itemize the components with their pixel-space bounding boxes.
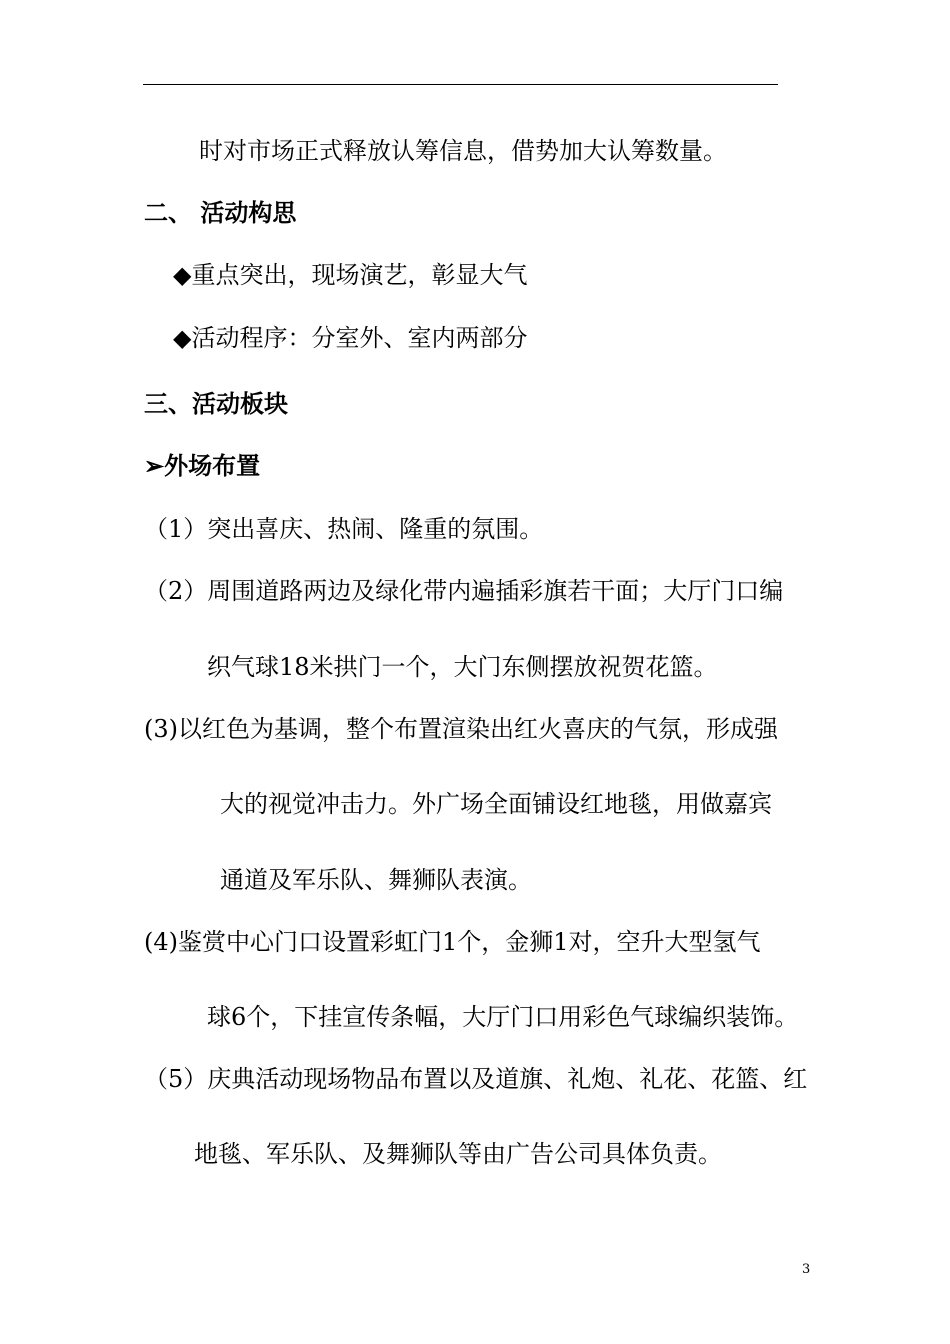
list-item-5-continuation: 地毯、军乐队、及舞狮队等由广告公司具体负责。 xyxy=(194,1140,722,1168)
subheading-outdoor-layout: ➢外场布置 xyxy=(144,451,261,480)
list-item-4: (4)鉴赏中心门口设置彩虹门1个，金狮1对，空升大型氢气 xyxy=(144,928,761,956)
list-item-3-continuation-1: 大的视觉冲击力。外广场全面铺设红地毯，用做嘉宾 xyxy=(220,790,772,818)
section-heading-blocks: 三、活动板块 xyxy=(144,389,288,418)
section-heading-concept: 二、 活动构思 xyxy=(144,198,297,227)
list-item-4-continuation: 球6个，下挂宣传条幅，大厅门口用彩色气球编织装饰。 xyxy=(207,1003,799,1031)
list-item-2-continuation: 织气球18米拱门一个，大门东侧摆放祝贺花篮。 xyxy=(207,653,718,681)
list-item-3: (3)以红色为基调，整个布置渲染出红火喜庆的气氛，形成强 xyxy=(144,715,778,743)
list-item-2: （2）周围道路两边及绿化带内遍插彩旗若干面；大厅门口编 xyxy=(144,577,784,605)
paragraph-continuation: 时对市场正式释放认筹信息，借势加大认筹数量。 xyxy=(199,137,727,165)
page-number: 3 xyxy=(802,1262,811,1277)
list-item-5: （5）庆典活动现场物品布置以及道旗、礼炮、礼花、花篮、红 xyxy=(144,1065,808,1093)
bullet-item-program: ◆活动程序：分室外、室内两部分 xyxy=(173,324,528,352)
list-item-1: （1）突出喜庆、热闹、隆重的氛围。 xyxy=(144,515,544,543)
header-rule xyxy=(143,84,778,85)
bullet-item-highlight: ◆重点突出，现场演艺，彰显大气 xyxy=(173,261,528,289)
list-item-3-continuation-2: 通道及军乐队、舞狮队表演。 xyxy=(220,866,532,894)
